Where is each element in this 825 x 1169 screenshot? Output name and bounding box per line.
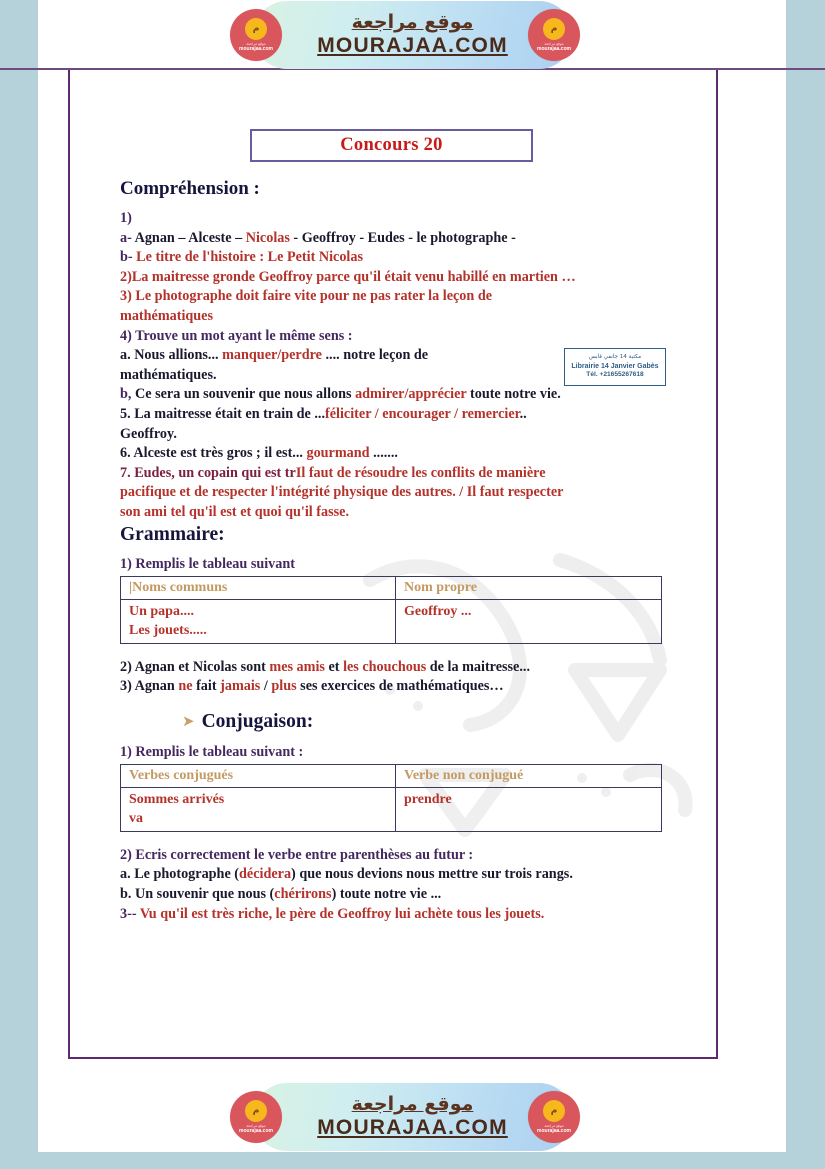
conjugaison-question-2: 2) Ecris correctement le verbe entre parenthèses au futur : — [120, 846, 474, 863]
question-4: 4) Trouve un mot ayant le même sens : — [120, 327, 353, 344]
logo-arabic-text: موقع مراجعة — [544, 41, 564, 46]
question-1-label: 1) — [120, 210, 132, 226]
document-title-box — [250, 129, 533, 162]
library-stamp — [564, 348, 666, 386]
logo-url-text: mourajaa.com — [537, 1128, 571, 1135]
logo-url-text: mourajaa.com — [239, 46, 273, 53]
site-logo-right — [528, 9, 580, 61]
conjugaison-question-2a: a. Le photographe (décidera) que nous devions nous mettre sur trois rangs. — [120, 866, 573, 883]
site-logo-left — [230, 1091, 282, 1143]
site-banner-top — [0, 0, 825, 70]
stamp-phone: Tél. +21655267618 — [586, 371, 644, 379]
table-header-cell: |Noms communs — [121, 577, 396, 600]
logo-arabic-text: موقع مراجعة — [246, 1123, 266, 1128]
banner-site-url[interactable]: MOURAJAA.COM — [317, 1115, 508, 1139]
grammaire-question-3: 3) Agnan ne fait jamais / plus ses exercices de mathématiques… — [120, 678, 504, 695]
table-cell-line: Les jouets..... — [129, 623, 207, 639]
table-header-cell: Verbe non conjugué — [396, 765, 662, 788]
arrow-bullet-icon: ➤ — [182, 712, 195, 731]
table-cell-line: va — [129, 811, 143, 827]
grammaire-table — [120, 576, 662, 644]
site-logo-left — [230, 9, 282, 61]
banner-arabic-title: موقع مراجعة — [351, 11, 474, 33]
conjugaison-question-2b: b. Un souvenir que nous (chérirons) toute notre vie ... — [120, 886, 442, 903]
question-7: 7. Eudes, un copain qui est trIl faut de résoudre les conflits de manière — [120, 464, 546, 481]
banner-arabic-title: موقع مراجعة — [351, 1093, 474, 1115]
table-cell-line: Un papa.... — [129, 603, 194, 619]
banner-pill-top[interactable] — [253, 1, 573, 69]
question-4b: b, Ce sera un souvenir que nous allons admirer/apprécier toute notre vie. — [120, 386, 561, 403]
grammaire-question-1: 1) Remplis le tableau suivant — [120, 555, 295, 572]
question-5-line2: Geoffroy. — [120, 425, 177, 442]
conjugaison-table — [120, 764, 662, 832]
page-title: Concours 20 — [340, 135, 443, 155]
table-header-row — [121, 577, 662, 600]
logo-badge-icon: م — [543, 1100, 565, 1122]
site-logo-right — [528, 1091, 580, 1143]
document-content — [68, 68, 718, 1059]
logo-arabic-text: موقع مراجعة — [544, 1123, 564, 1128]
table-row — [121, 787, 662, 831]
table-header-cell: Nom propre — [396, 577, 662, 600]
logo-badge-icon: م — [245, 18, 267, 40]
table-header-cell: Verbes conjugués — [121, 765, 396, 788]
table-cell-line: Sommes arrivés — [129, 791, 225, 807]
stamp-library-name: Librairie 14 Janvier Gabès — [571, 362, 659, 370]
table-cell — [396, 599, 662, 643]
question-1b: b- Le titre de l'histoire : Le Petit Nicolas — [120, 249, 363, 266]
logo-badge-icon: م — [543, 18, 565, 40]
conjugaison-question-1: 1) Remplis le tableau suivant : — [120, 743, 304, 760]
logo-badge-icon: م — [245, 1100, 267, 1122]
logo-arabic-text: موقع مراجعة — [246, 41, 266, 46]
table-cell-line: prendre — [404, 791, 452, 807]
table-header-row — [121, 765, 662, 788]
logo-url-text: mourajaa.com — [537, 46, 571, 53]
section-heading-conjugaison — [120, 711, 680, 733]
conjugaison-question-3: 3-- Vu qu'il est très riche, le père de Geoffroy lui achète tous les jouets. — [120, 905, 545, 922]
question-5: 5. La maitresse était en train de ...féliciter / encourager / remercier.. — [120, 405, 527, 422]
conjugaison-label: Conjugaison: — [201, 710, 314, 732]
table-cell — [121, 599, 396, 643]
stamp-arabic-line: مكتبة 14 جانفي قابس — [588, 354, 642, 361]
section-heading-comprehension: Compréhension : — [120, 178, 260, 199]
question-3-line2: mathématiques — [120, 307, 214, 324]
question-2: 2)La maitresse gronde Geoffroy parce qu'il était venu habillé en martien … — [120, 268, 576, 285]
table-cell — [121, 787, 396, 831]
exercise-body — [120, 178, 680, 924]
table-cell-line: Geoffroy ... — [404, 603, 472, 619]
logo-url-text: mourajaa.com — [239, 1128, 273, 1135]
question-7-line2: pacifique et de respecter l'intégrité physique des autres. / Il faut respecter — [120, 484, 564, 501]
grammaire-question-2: 2) Agnan et Nicolas sont mes amis et les chouchous de la maitresse... — [120, 658, 530, 675]
question-4a: a. Nous allions... manquer/perdre .... notre leçon de — [120, 347, 429, 364]
question-6: 6. Alceste est très gros ; il est... gourmand ....... — [120, 445, 398, 462]
table-cell — [396, 787, 662, 831]
question-7-line3: son ami tel qu'il est et quoi qu'il fasse. — [120, 503, 349, 520]
section-heading-grammaire: Grammaire: — [120, 523, 225, 545]
banner-site-url[interactable]: MOURAJAA.COM — [317, 33, 508, 57]
table-row — [121, 599, 662, 643]
site-banner-bottom — [0, 1082, 825, 1152]
question-4a-line2: mathématiques. — [120, 366, 217, 383]
banner-pill-bottom[interactable] — [253, 1083, 573, 1151]
question-1a: a- Agnan – Alceste – Nicolas - Geoffroy - Eudes - le photographe - — [120, 229, 516, 246]
question-3-line1: 3) Le photographe doit faire vite pour ne pas rater la leçon de — [120, 288, 493, 305]
